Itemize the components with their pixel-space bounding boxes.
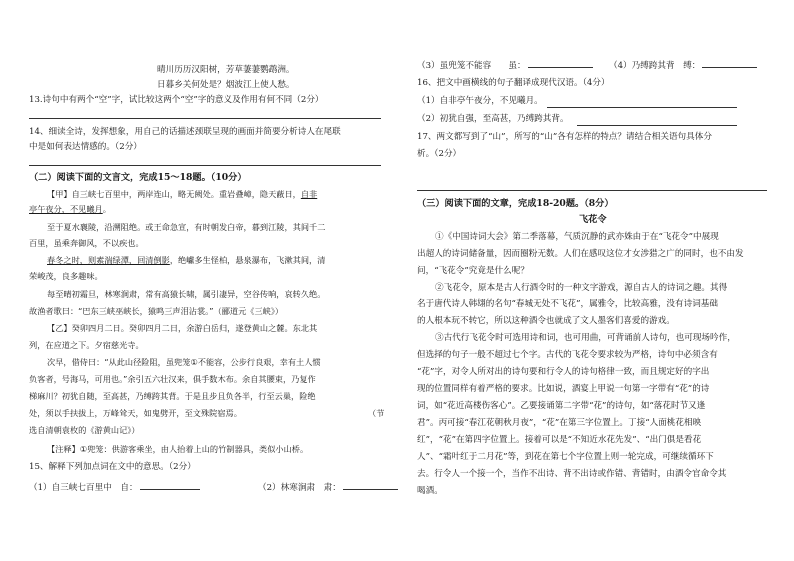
- passage-jia-line: 亭午夜分，不见曦月。: [29, 204, 111, 214]
- poem-line: 日暮乡关何处是？烟波江上使人愁。: [157, 80, 295, 90]
- annotation: 【注释】①兜笼：供游客乘坐，由人抬着上山的竹制器具，类似小山桥。: [47, 444, 309, 454]
- answer-blank[interactable]: [702, 58, 757, 68]
- article-paragraph-line: 词，如“花近高楼伤客心”。乙要接诵第二字带“花”的诗句，如“落花时节又逢: [417, 401, 706, 411]
- passage-jia-line: 故渔者歌曰：“巴东三峡巫峡长，猿鸣三声泪沾裳。”（郦道元《三峡》）: [29, 306, 284, 316]
- question-13: 13.诗句中有两个“空”字，试比较这两个“空”字的意义及作用有何不同（2分）: [29, 95, 324, 105]
- question-16-item: （1）自非亭午夜分，不见曦月。: [417, 96, 543, 106]
- article-paragraph-line: 的人根本玩不转它，所以这种酒令也就成了文人墨客们喜爱的游戏。: [417, 316, 675, 326]
- question-15-item: （1）自三峡七百里中 自：: [29, 480, 200, 494]
- article-paragraph-line: ③古代行飞花令时可选用诗和词，也可用曲，可背诵前人诗句，也可现场吟作，: [435, 333, 736, 343]
- question-17-line1: 17、两文都写到了“山”，所写的“山”各有怎样的特点？请结合相关语句具体分: [417, 132, 712, 142]
- passage-yi-line: 列，在应道之下。夕宿慈光寺。: [29, 340, 144, 350]
- article-title: 飞花令: [579, 214, 607, 225]
- passage-yi-line: 处，须以手扶拔上，万峰耸天，如鬼劈开，至文殊院宿焉。: [29, 408, 242, 418]
- article-paragraph-line: “花”字，对令人所对出的诗句要和行令人的诗句格律一致，而且规定好的字出: [417, 367, 710, 377]
- article-paragraph-line: 人”、“霜叶红于二月花”等，到花在第七个字位置上则一轮完成，可继续循环下: [417, 452, 714, 462]
- passage-jia-line: 每至晴初霜旦，林寒涧肃，常有高猿长啸，属引凄异，空谷传响，哀转久绝。: [47, 289, 326, 299]
- passage-yi-line: 次早，借侍曰：“从此山径险阻，虽兜笼①不能容，公步行良艰，幸有土人惯: [47, 357, 321, 367]
- question-15-item: （4）乃缚跨其背 缚：: [609, 58, 757, 72]
- article-paragraph-line: ②飞花令，原本是古人行酒令时的一种文字游戏，源自古人的诗词之趣。其得: [435, 283, 728, 293]
- question-15-item: （3）虽兜笼不能容 虽：: [417, 58, 593, 72]
- article-paragraph-line: 名于唐代诗人韩翃的名句“春城无处不飞花”，属雅令，比较高雅，没有诗词基础: [417, 299, 718, 309]
- answer-blank[interactable]: [140, 480, 200, 490]
- passage-yi-line: 梯麻川？初犹自随，至高甚，乃缚跨其背。于是且步且负各半，行至云巢，险绝: [29, 391, 316, 401]
- passage-jia-line: 【甲】自三峡七百里中，两岸连山，略无阙处。重岩叠嶂，隐天蔽日，自非: [47, 189, 318, 199]
- question-15: 15、解释下列加点词在文中的意思。（2分）: [29, 462, 196, 472]
- answer-line: [547, 107, 737, 108]
- article-paragraph-line: 红”，“花”在第四字位置上。接着可以是“不知近水花先发”、“出门俱是看花: [417, 435, 702, 445]
- article-paragraph-line: 喝酒。: [417, 486, 443, 496]
- passage-jia-line: 百里，虽乘奔御风，不以疾也。: [29, 238, 144, 248]
- article-paragraph-line: ①《中国诗词大会》第二季落幕，气质沉静的武亦姝由于在“飞花令”中展现: [435, 232, 719, 242]
- passage-yi-note: （节: [368, 408, 385, 418]
- answer-blank[interactable]: [343, 480, 398, 490]
- article-paragraph-line: 去。行令人一个接一个，当作不出诗、背不出诗或作错、背错时，由酒令官命令其: [417, 469, 727, 479]
- answer-line: [29, 118, 381, 119]
- article-paragraph-line: 君”。丙可接“春江花朝秋月夜”，“花”在第三字位置上。丁接“人面桃花相映: [417, 418, 702, 428]
- article-paragraph-line: 现的位置同样有着严格的要求。比如说，酒宴上甲说一句第一字带有“花”的诗: [417, 384, 710, 394]
- passage-jia-line: 至于夏水襄陵，沿溯阻绝。或王命急宣，有时朝发白帝，暮到江陵，其间千二: [47, 222, 326, 232]
- passage-yi-line: 【乙】癸卯四月二日。癸卯四月二日，余游白岳归，遂登黄山之麓。东北其: [47, 323, 318, 333]
- passage-yi-source: 选自清朝袁枚的《游黄山记》）: [29, 425, 140, 435]
- answer-line: [29, 165, 381, 166]
- section-2-heading: （二）阅读下面的文言文，完成15～18题。（10分）: [29, 172, 247, 183]
- question-14-line1: 14、细读全诗，发挥想象，用自己的话描述颈联呈现的画面并简要分析诗人在尾联: [29, 127, 341, 137]
- passage-yi-line: 负客者，号海马，可用也。”余引五六壮汉来，俱手数木布。余自其腰束，乃复作: [29, 374, 316, 384]
- question-17-line2: 析。（2分）: [417, 149, 462, 159]
- question-15-item: （2）林寒涧肃 肃：: [258, 480, 398, 494]
- answer-line: [577, 125, 737, 126]
- question-14-line2: 中是如何表达情感的。（2分）: [29, 142, 142, 152]
- passage-jia-line: 荣峻茂，良多趣味。: [29, 271, 103, 281]
- question-16-item: （2）初犹自强，至高甚，乃缚跨其背。: [417, 114, 569, 124]
- question-16: 16、把文中画横线的句子翻译成现代汉语。（4分）: [417, 78, 610, 88]
- article-paragraph-line: 但选择的句子一般不超过七个字。古代的飞花令要求较为严格，诗句中必须含有: [417, 350, 718, 360]
- passage-jia-line: 春冬之时，则素湍绿潭，回清倒影，绝巘多生怪柏，悬泉瀑布，飞漱其间，清: [47, 255, 326, 265]
- answer-blank[interactable]: [528, 58, 593, 68]
- poem-line: 晴川历历汉阳树，芳草萋萋鹦鹉洲。: [157, 65, 295, 75]
- article-paragraph-line: 出超人的诗词储备量，因而圈粉无数。人们在感叹这位才女涉猎之广的同时，也不由发: [417, 249, 744, 259]
- article-paragraph-line: 问，“飞花令”究竟是什么呢？: [417, 266, 529, 276]
- section-3-heading: （三）阅读下面的文章，完成18-20题。（8分）: [417, 198, 614, 209]
- answer-line: [417, 190, 767, 191]
